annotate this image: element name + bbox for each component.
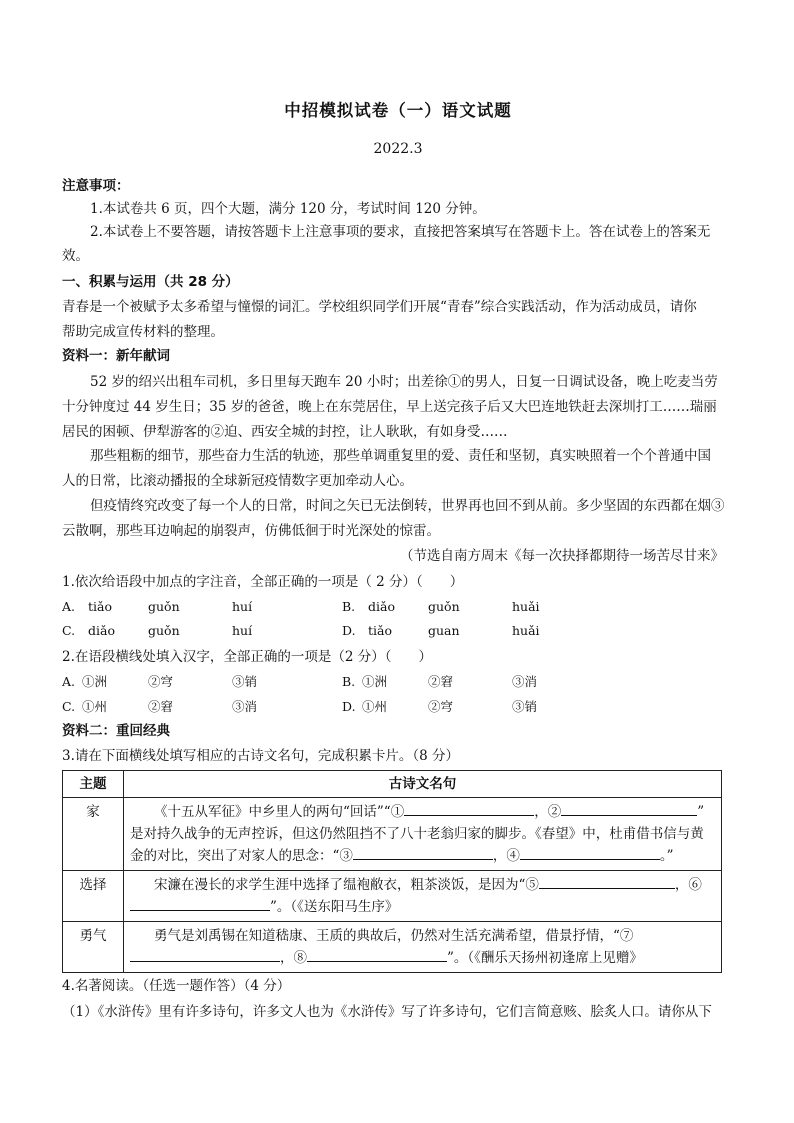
material-1-line-1: 52 岁的绍兴出租车司机，多日里每天跑车 20 小时；出差徐①的男人，日复一日调试设备，晚上吃麦当劳 bbox=[90, 374, 718, 390]
q2-option-b-3: ③消 bbox=[512, 674, 538, 689]
page-title: 中招模拟试卷（一）语文试题 bbox=[284, 101, 512, 120]
table-row-home bbox=[63, 798, 722, 871]
table-row-choice bbox=[63, 871, 722, 922]
q1-option-b-letter: B. bbox=[342, 599, 356, 614]
q2-option-d-1: ①州 bbox=[362, 699, 388, 714]
notice-item-1: 1.本试卷共 6 页，四个大题，满分 120 分，考试时间 120 分钟。 bbox=[90, 201, 486, 217]
blank-7[interactable] bbox=[130, 947, 280, 962]
home-line-1a: 《十五从军征》中乡里人的两句“回话”“① bbox=[154, 804, 405, 820]
material-1-source: （节选自南方周末《每一次抉择都期待一场苦尽甘来》 bbox=[400, 548, 724, 564]
accumulation-card-table bbox=[62, 770, 722, 973]
q2-option-a-1: ①洲 bbox=[82, 674, 108, 689]
q2-option-a-letter: A. bbox=[62, 674, 76, 689]
blank-6[interactable] bbox=[130, 896, 270, 911]
q1-option-a-2: guǒn bbox=[148, 599, 180, 614]
q1-option-b-1: diǎo bbox=[368, 599, 395, 614]
blank-2[interactable] bbox=[561, 801, 697, 816]
material-1-line-7: 云散啊，那些耳边响起的崩裂声，仿佛低徊于时光深处的惊雷。 bbox=[62, 523, 440, 539]
q2-option-b-2: ②窘 bbox=[428, 674, 454, 689]
row-topic-courage: 勇气 bbox=[63, 922, 124, 973]
row-content-home bbox=[124, 798, 722, 871]
q2-option-d-3: ③销 bbox=[512, 699, 538, 714]
q1-option-d-letter: D. bbox=[342, 623, 356, 638]
q2-option-c-2: ②窘 bbox=[148, 699, 174, 714]
section-1-heading: 一、积累与运用（共 28 分） bbox=[62, 274, 239, 290]
home-line-1c: ” bbox=[697, 804, 705, 820]
blank-5[interactable] bbox=[539, 874, 675, 889]
notice-item-2: 2.本试卷上不要答题，请按答题卡上注意事项的要求，直接把答案填写在答题卡上。答在试卷上的答案无 bbox=[90, 224, 711, 240]
exam-date: 2022.3 bbox=[373, 141, 423, 157]
row-topic-choice: 选择 bbox=[63, 871, 124, 922]
col-topic: 主题 bbox=[63, 771, 124, 798]
q2-option-d-letter: D. bbox=[342, 699, 356, 714]
blank-4[interactable] bbox=[520, 845, 660, 860]
q1-option-a-letter: A. bbox=[62, 599, 76, 614]
q1-option-c-2: guǒn bbox=[148, 623, 180, 638]
blank-1[interactable] bbox=[404, 801, 534, 816]
material-1-heading: 资料一：新年献词 bbox=[62, 348, 170, 364]
home-line-1b: ，② bbox=[534, 804, 562, 820]
material-2-heading: 资料二：重回经典 bbox=[62, 723, 170, 739]
notice-item-2-cont: 效。 bbox=[62, 248, 89, 264]
notice-heading: 注意事项： bbox=[62, 178, 130, 194]
q2-option-b-letter: B. bbox=[342, 674, 356, 689]
q1-option-a-3: huí bbox=[232, 599, 253, 614]
courage-line-1a: 勇气是刘禹锡在知道嵇康、王质的典故后，仍然对生活充满希望，借景抒情，“⑦ bbox=[154, 928, 634, 944]
q2-option-c-3: ③消 bbox=[232, 699, 258, 714]
question-1-stem: 1.依次给语段中加点的字注音，全部正确的一项是（ 2 分）（ ） bbox=[62, 574, 464, 590]
question-4-stem: 4.名著阅读。（任选一题作答）（4 分） bbox=[62, 978, 291, 994]
row-topic-home: 家 bbox=[63, 798, 124, 871]
q1-option-c-letter: C. bbox=[62, 623, 76, 638]
choice-line-1a: 宋濂在漫长的求学生涯中选择了缊袍敝衣，粗茶淡饭，是因为“⑤ bbox=[154, 877, 539, 893]
q1-option-a-1: tiǎo bbox=[88, 599, 112, 614]
blank-3[interactable] bbox=[353, 845, 493, 860]
question-3-stem: 3.请在下面横线处填写相应的古诗文名句，完成积累卡片。（8 分） bbox=[62, 748, 460, 764]
q2-option-b-1: ①洲 bbox=[362, 674, 388, 689]
q1-option-d-3: huǎi bbox=[512, 623, 540, 638]
section-1-intro-2: 帮助完成宣传材料的整理。 bbox=[62, 324, 224, 340]
material-1-line-5: 人的日常，比滚动播报的全球新冠疫情数字更加牵动人心。 bbox=[62, 473, 413, 489]
row-content-choice bbox=[124, 871, 722, 922]
material-1-line-3: 居民的困顿、伊犁游客的②迫、西安全城的封控，让人耿耿，有如身受…… bbox=[62, 424, 508, 440]
q2-option-a-2: ②穹 bbox=[148, 674, 174, 689]
home-line-3c: 。” bbox=[659, 848, 674, 864]
table-header-row bbox=[63, 771, 722, 798]
question-4-sub-1: （1）《水浒传》里有许多诗句，许多文人也为《水浒传》写了许多诗句，它们言简意赅、脍炙人口。请你从下 bbox=[62, 1004, 712, 1020]
blank-8[interactable] bbox=[307, 947, 447, 962]
row-content-courage bbox=[124, 922, 722, 973]
q1-option-c-3: huí bbox=[232, 623, 253, 638]
courage-line-2c: ”。（《酬乐天扬州初逢席上见赠》 bbox=[447, 950, 643, 966]
q1-option-d-1: tiǎo bbox=[368, 623, 392, 638]
material-1-line-2: 十分钟度过 44 岁生日；35 岁的爸爸，晚上在东莞居住，早上送完孩子后又大巴连地铁赶去深圳打工……瑞丽 bbox=[62, 399, 717, 415]
courage-line-2b: ，⑧ bbox=[280, 950, 307, 966]
material-1-line-4: 那些粗粝的细节，那些奋力生活的轨迹，那些单调重复里的爱、责任和坚韧，真实映照着一个个普通中国 bbox=[90, 448, 711, 464]
col-content: 古诗文名句 bbox=[124, 771, 722, 798]
home-line-2: 是对持久战争的无声控诉，但这仍然阻挡不了八十老翁归家的脚步。《春望》中，杜甫借书信与黄 bbox=[130, 826, 704, 842]
section-1-intro-1: 青春是一个被赋予太多希望与憧憬的词汇。学校组织同学们开展“青春”综合实践活动，作为活动成员，请你 bbox=[62, 299, 697, 315]
q2-option-d-2: ②穹 bbox=[428, 699, 454, 714]
choice-line-1b: ，⑥ bbox=[674, 877, 702, 893]
q1-option-b-2: guǒn bbox=[428, 599, 460, 614]
choice-line-2b: ”。（《送东阳马生序》 bbox=[270, 899, 399, 915]
q2-option-a-3: ③销 bbox=[232, 674, 258, 689]
table-row-courage bbox=[63, 922, 722, 973]
q1-option-c-1: diǎo bbox=[88, 623, 115, 638]
home-line-3b: ，④ bbox=[492, 848, 520, 864]
home-line-3a: 金的对比，突出了对家人的思念：“③ bbox=[130, 848, 353, 864]
q1-option-d-2: guan bbox=[428, 623, 460, 638]
q1-option-b-3: huǎi bbox=[512, 599, 540, 614]
q2-option-c-letter: C. bbox=[62, 699, 76, 714]
q2-option-c-1: ①州 bbox=[82, 699, 108, 714]
material-1-line-6: 但疫情终究改变了每一个人的日常，时间之矢已无法倒转，世界再也回不到从前。多少坚固的东西都在烟③ bbox=[90, 498, 725, 514]
question-2-stem: 2.在语段横线处填入汉字，全部正确的一项是（2 分）（ ） bbox=[62, 649, 433, 665]
